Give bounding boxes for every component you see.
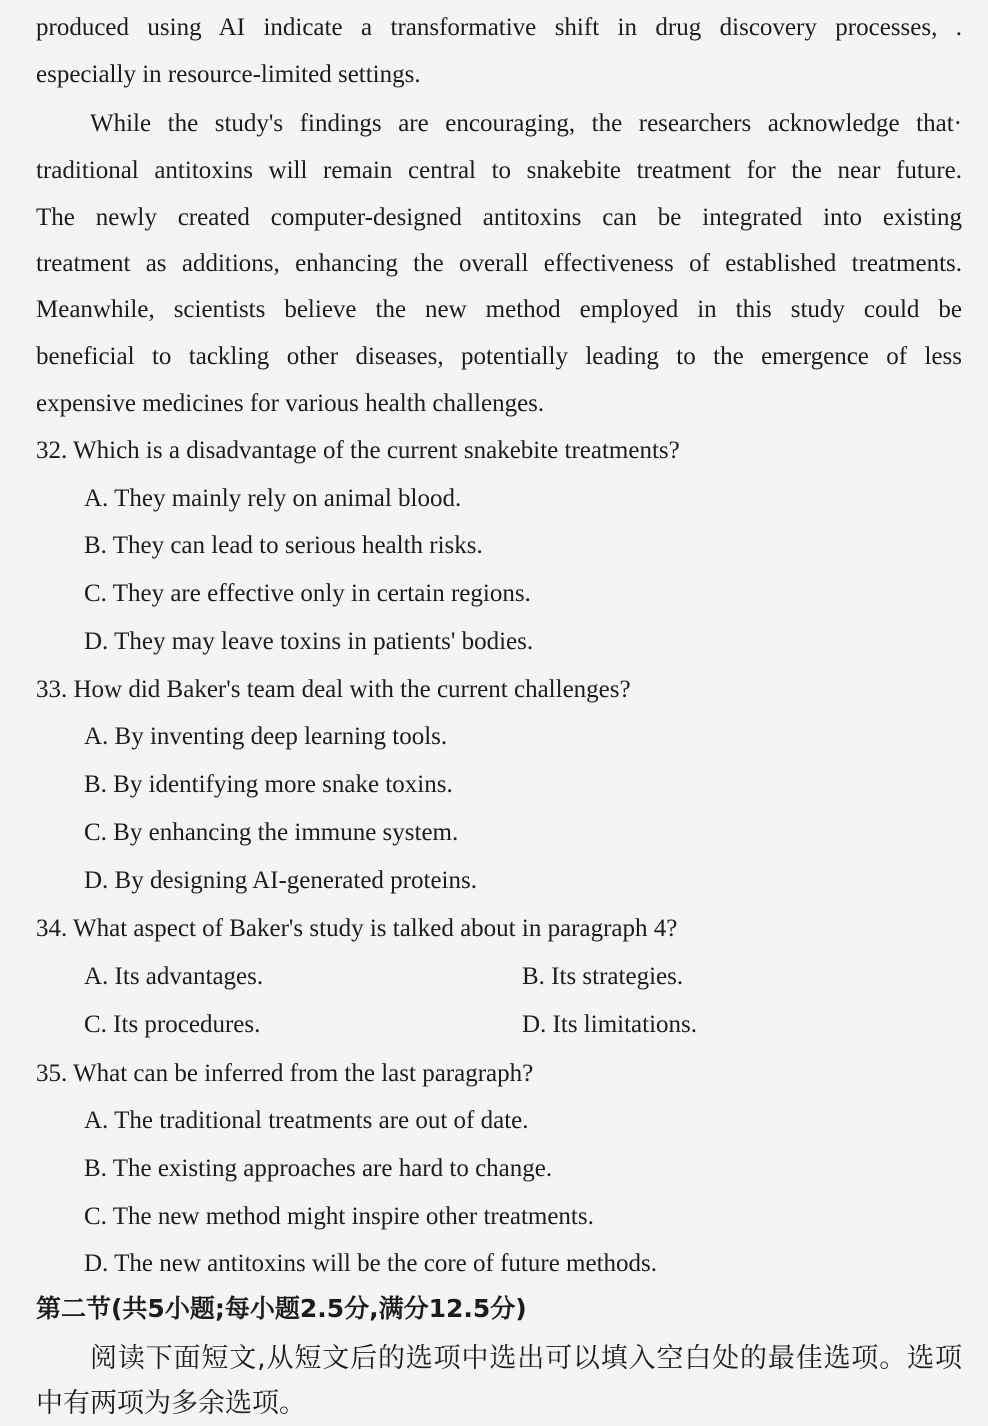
question-35-option-d: D. The new antitoxins will be the core of future methods. (84, 1250, 658, 1277)
passage-line: treatment as additions, enhancing the overall effectiveness of established treatments. (36, 250, 962, 277)
question-35-option-b: B. The existing approaches are hard to change. (84, 1155, 553, 1182)
question-32-option-c: C. They are effective only in certain regions. (84, 580, 531, 607)
passage-line: traditional antitoxins will remain central to snakebite treatment for the near future. (36, 157, 962, 184)
question-33-option-c: C. By enhancing the immune system. (84, 819, 459, 846)
section-instruction-line-2: 中有两项为多余选项。 (36, 1388, 306, 1419)
section-heading: 第二节(共5小题;每小题2.5分,满分12.5分) (36, 1294, 527, 1323)
passage-line: expensive medicines for various health challenges. (36, 390, 545, 417)
question-34-option-c: C. Its procedures. (84, 1011, 261, 1038)
passage-paragraph-start: While the study's findings are encouraging, the researchers acknowledge that· (90, 110, 962, 137)
question-33-option-d: D. By designing AI-generated proteins. (84, 867, 477, 894)
question-32-option-d: D. They may leave toxins in patients' bodies. (84, 628, 534, 655)
passage-line: The newly created computer-designed antitoxins can be integrated into existing (36, 204, 962, 231)
question-35-option-c: C. The new method might inspire other treatments. (84, 1203, 594, 1230)
question-34-option-b: B. Its strategies. (522, 963, 684, 990)
question-32-option-b: B. They can lead to serious health risks. (84, 532, 483, 559)
passage-line: produced using AI indicate a transformative shift in drug discovery processes, . (36, 14, 962, 41)
question-35-option-a: A. The traditional treatments are out of date. (84, 1107, 529, 1134)
passage-line: beneficial to tackling other diseases, potentially leading to the emergence of less (36, 343, 962, 370)
question-33-option-b: B. By identifying more snake toxins. (84, 771, 453, 798)
question-35-stem: 35. What can be inferred from the last paragraph? (36, 1060, 534, 1087)
question-32-stem: 32. Which is a disadvantage of the current snakebite treatments? (36, 437, 680, 464)
question-34-option-a: A. Its advantages. (84, 963, 264, 990)
question-34-option-d: D. Its limitations. (522, 1011, 697, 1038)
question-33-option-a: A. By inventing deep learning tools. (84, 723, 448, 750)
question-34-stem: 34. What aspect of Baker's study is talked about in paragraph 4? (36, 915, 678, 942)
question-32-option-a: A. They mainly rely on animal blood. (84, 485, 462, 512)
question-33-stem: 33. How did Baker's team deal with the current challenges? (36, 676, 631, 703)
passage-line: Meanwhile, scientists believe the new method employed in this study could be (36, 296, 962, 323)
passage-line: especially in resource-limited settings. (36, 61, 421, 88)
section-instruction-line-1: 阅读下面短文,从短文后的选项中选出可以填入空白处的最佳选项。选项 (90, 1343, 962, 1374)
